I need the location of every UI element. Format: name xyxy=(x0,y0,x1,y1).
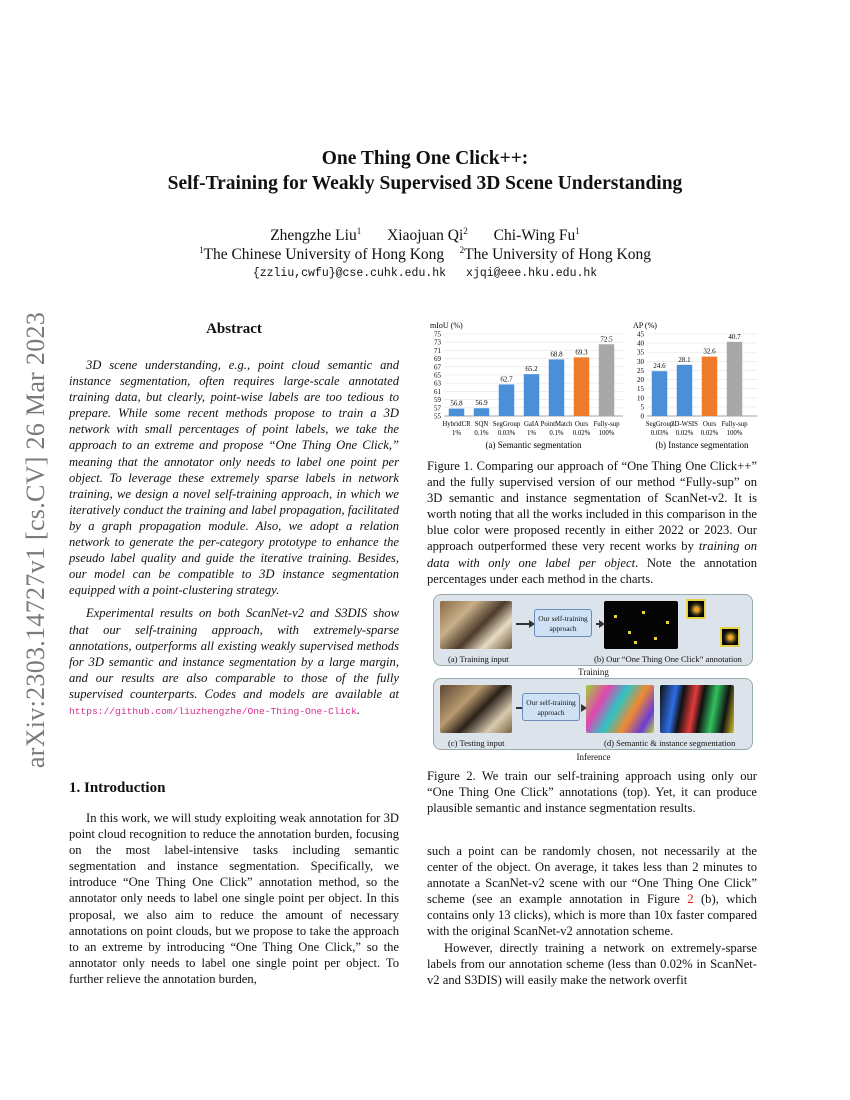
annotation-percent-label: 1% xyxy=(451,430,462,437)
x-tick-label: PointMatch xyxy=(540,421,573,428)
abstract-paragraph xyxy=(69,605,399,720)
testing-input-label: (c) Testing input xyxy=(448,738,505,748)
bar xyxy=(599,344,615,416)
arrow-icon xyxy=(516,623,530,625)
body-paragraph xyxy=(427,843,757,940)
annotation-percent-label: 100% xyxy=(726,430,743,437)
figure-1 xyxy=(427,316,762,456)
bar xyxy=(549,359,565,416)
y-tick-label: 71 xyxy=(434,346,441,355)
section-heading: 1. Introduction xyxy=(69,780,166,796)
affil-mark: 1 xyxy=(199,244,204,255)
figure-2 xyxy=(427,592,760,767)
x-tick-label: SQN xyxy=(474,421,489,428)
chart-subcaption: (a) Semantic segmentation xyxy=(485,440,582,450)
x-tick-label: Fully-sup xyxy=(593,421,620,428)
annotation-label: (b) Our “One Thing One Click” annotation xyxy=(594,654,742,664)
bar-value-label: 32.6 xyxy=(703,347,716,356)
annotation-percent-label: 0.03% xyxy=(650,430,669,437)
y-axis-label: AP (%) xyxy=(633,321,657,330)
title-line-1: One Thing One Click++: xyxy=(321,148,529,169)
body-text: such a point can be randomly chosen, not necessarily at the center of the object. On average, it takes less than 2 minutes to annotate a ScanNet-v2 scene with our “One Thing One Click” scheme (see an example annotation in Figure xyxy=(427,844,757,907)
arxiv-id: arXiv:2303.14727v1 [cs.CV] 26 Mar 2023 xyxy=(21,311,50,769)
author-affil-mark: 1 xyxy=(356,225,362,236)
y-tick-label: 35 xyxy=(637,348,644,357)
bar-value-label: 62.7 xyxy=(500,375,513,384)
bar xyxy=(474,408,490,416)
intro-paragraph: In this work, we will study exploiting weak annotation for 3D point cloud recognition to reduce the annotation burden, focusing on the most label-intensive tasks including semantic segmentation and instance segmentation. Specifically, we introduce “One Thing One Click” annotation method, so the annotator only needs to label one single point per object. In this proposal, we also aim to reduce the amount of necessary annotations on point clouds, but we propose to take the approach to an extreme by introducing “One Thing One Click,” so the annotator only needs to label one single point per object. To further relieve the annotation burden, xyxy=(69,811,399,986)
bar-value-label: 69.3 xyxy=(575,348,588,357)
annotation-scan xyxy=(604,601,678,649)
bar xyxy=(524,374,540,416)
inference-label: Inference xyxy=(576,752,611,762)
x-tick-label: Ours xyxy=(574,421,589,428)
email-list xyxy=(0,267,850,280)
bar xyxy=(677,365,693,416)
training-label: Training xyxy=(578,667,609,677)
author-name: Zhengzhe Liu xyxy=(270,227,357,244)
annotation-percent-label: 1% xyxy=(526,430,537,437)
bar-value-label: 65.2 xyxy=(525,365,538,374)
bar-value-label: 72.5 xyxy=(600,335,613,344)
figure-1-charts xyxy=(427,316,762,456)
y-axis-label: mIoU (%) xyxy=(430,321,463,330)
y-tick-label: 73 xyxy=(434,338,441,347)
right-body xyxy=(427,843,757,988)
zoom-inset xyxy=(686,599,706,619)
y-tick-label: 5 xyxy=(640,403,644,412)
annotation-percent-label: 0.02% xyxy=(675,430,694,437)
title-line-2: Self-Training for Weakly Supervised 3D Scene Understanding xyxy=(167,173,683,194)
author-affil-mark: 2 xyxy=(463,225,468,236)
training-input-label: (a) Training input xyxy=(448,654,509,664)
bar xyxy=(574,357,590,416)
y-tick-label: 55 xyxy=(434,412,441,421)
x-tick-label: 3D-WSIS xyxy=(671,421,698,428)
testing-input-scan xyxy=(440,685,512,733)
instance-result-scan xyxy=(660,685,734,733)
bar-value-label: 24.6 xyxy=(653,362,666,371)
annotation-percent-label: 0.02% xyxy=(572,430,591,437)
paper-title xyxy=(0,146,850,196)
chart-subcaption: (b) Instance segmentation xyxy=(655,440,749,450)
x-tick-label: Ours xyxy=(702,421,717,428)
bar-value-label: 56.8 xyxy=(450,399,463,408)
semantic-result-scan xyxy=(586,685,654,733)
bar xyxy=(499,384,515,416)
y-tick-label: 0 xyxy=(640,412,644,421)
x-tick-label: GaIA xyxy=(523,421,540,428)
y-tick-label: 20 xyxy=(637,376,644,385)
author-affil-mark: 1 xyxy=(575,225,580,236)
y-tick-label: 59 xyxy=(434,396,441,405)
affil-mark: 2 xyxy=(459,244,465,255)
annotation-percent-label: 0.1% xyxy=(474,430,489,437)
author-name: Chi-Wing Fu xyxy=(493,227,576,244)
bar-value-label: 68.8 xyxy=(550,350,563,359)
y-tick-label: 10 xyxy=(637,394,644,403)
abstract-paragraph-text: Experimental results on both ScanNet-v2 and S3DIS show that our self-training approach, with extremely-sparse annotations, outperforms all existing weakly supervised methods for 3D semantic and instance segmentation by a large margin, and our results are also comparable to those of the fully supervised counterparts. Codes and models are available at xyxy=(69,606,399,701)
figure-1-caption xyxy=(427,458,757,587)
segmentation-label: (d) Semantic & instance segmentation xyxy=(604,738,736,748)
bar xyxy=(727,342,743,416)
affiliation: The University of Hong Kong xyxy=(464,246,651,263)
annotation-percent-label: 0.1% xyxy=(549,430,564,437)
y-tick-label: 65 xyxy=(434,371,441,380)
abstract-body xyxy=(69,357,399,727)
figure-2-caption: Figure 2. We train our self-training approach using only our “One Thing One Click” annotations (top). Yet, it can produce plausible semantic and instance segmentation results. xyxy=(427,769,757,816)
y-tick-label: 69 xyxy=(434,355,441,364)
bar xyxy=(652,371,668,416)
y-tick-label: 67 xyxy=(434,363,441,372)
caption-text: . Note the annotation percentages under each method in the charts. xyxy=(427,555,757,586)
author-name: Xiaojuan Qi xyxy=(387,227,464,244)
zoom-inset xyxy=(720,627,740,647)
annotation-percent-label: 0.03% xyxy=(497,430,516,437)
x-tick-label: SegGroup xyxy=(645,421,674,428)
self-training-box: Our self-training approach xyxy=(522,693,580,721)
body-text: (b), which contains only 13 clicks), which is more than 10x faster compared with the original ScanNet-v2 annotation scheme. xyxy=(427,892,757,939)
author-list xyxy=(0,226,850,246)
intro-body xyxy=(69,810,399,987)
caption-emphasis: training on data with only one label per object xyxy=(427,539,757,570)
arrow-icon xyxy=(596,623,600,625)
code-link[interactable]: https://github.com/liuzhengzhe/One-Thing-One-Click xyxy=(69,705,357,717)
y-tick-label: 45 xyxy=(637,330,644,339)
y-tick-label: 75 xyxy=(434,330,441,339)
bar-value-label: 40.7 xyxy=(728,332,741,341)
email[interactable]: {zzliu,cwfu}@cse.cuhk.edu.hk xyxy=(252,267,447,280)
x-tick-label: Fully-sup xyxy=(721,421,748,428)
affiliation-list xyxy=(0,245,850,265)
affiliation: The Chinese University of Hong Kong xyxy=(203,246,445,263)
email[interactable]: xjqi@eee.hku.edu.hk xyxy=(466,267,598,280)
caption-text: Figure 1. Comparing our approach of “One Thing One Click++” and the fully supervised version of our method “Fully-sup” on 3D semantic and instance segmentation of ScanNet-v2. It is worth noting that all the works included in this comparison in the blue color were proposed recently in either 2022 or 2023. Our approach outperformed these very recent works by xyxy=(427,459,757,554)
inference-panel xyxy=(433,678,753,750)
training-panel xyxy=(433,594,753,666)
figure-ref-link[interactable]: 2 xyxy=(687,892,694,907)
y-tick-label: 25 xyxy=(637,366,644,375)
link-period: . xyxy=(356,702,361,717)
arxiv-stamp xyxy=(16,290,56,790)
abstract-paragraph: 3D scene understanding, e.g., point cloud semantic and instance segmentation, often requires large-scale annotated training data, but clearly, point-wise labels are too tedious to prepare. While some recent methods propose to train a 3D network with small percentages of point labels, we take the approach to an extreme and propose “One Thing One Click,” meaning that the annotator only needs to label one point per object. To leverage these extremely sparse labels in network training, we design a novel self-training approach, in which we iteratively conduct the training and label propagation, facilitated by a graph propagation module. Also, we adopt a relation network to generate the per-category prototype to enhance the pseudo label quality and guide the iterative training. Besides, our model can be compatible to 3D instance segmentation equipped with a point-clustering strategy. xyxy=(69,358,399,598)
x-tick-label: SegGroup xyxy=(492,421,521,428)
y-tick-label: 57 xyxy=(434,404,441,413)
y-tick-label: 15 xyxy=(637,385,644,394)
y-tick-label: 61 xyxy=(434,387,441,396)
abstract-heading: Abstract xyxy=(206,321,262,337)
training-input-scan xyxy=(440,601,512,649)
bar-value-label: 56.9 xyxy=(475,399,488,408)
y-tick-label: 30 xyxy=(637,357,644,366)
annotation-percent-label: 0.02% xyxy=(700,430,719,437)
bar xyxy=(702,357,718,416)
y-tick-label: 63 xyxy=(434,379,441,388)
bar xyxy=(449,409,465,416)
annotation-percent-label: 100% xyxy=(598,430,615,437)
body-paragraph: However, directly training a network on extremely-sparse labels from our annotation scheme (less than 0.02% in ScanNet-v2 and S3DIS) will easily make the network overfit xyxy=(427,940,757,987)
y-tick-label: 40 xyxy=(637,339,644,348)
bar-value-label: 28.1 xyxy=(678,355,691,364)
x-tick-label: HybridCR xyxy=(442,421,471,428)
self-training-box: Our self-training approach xyxy=(534,609,592,637)
